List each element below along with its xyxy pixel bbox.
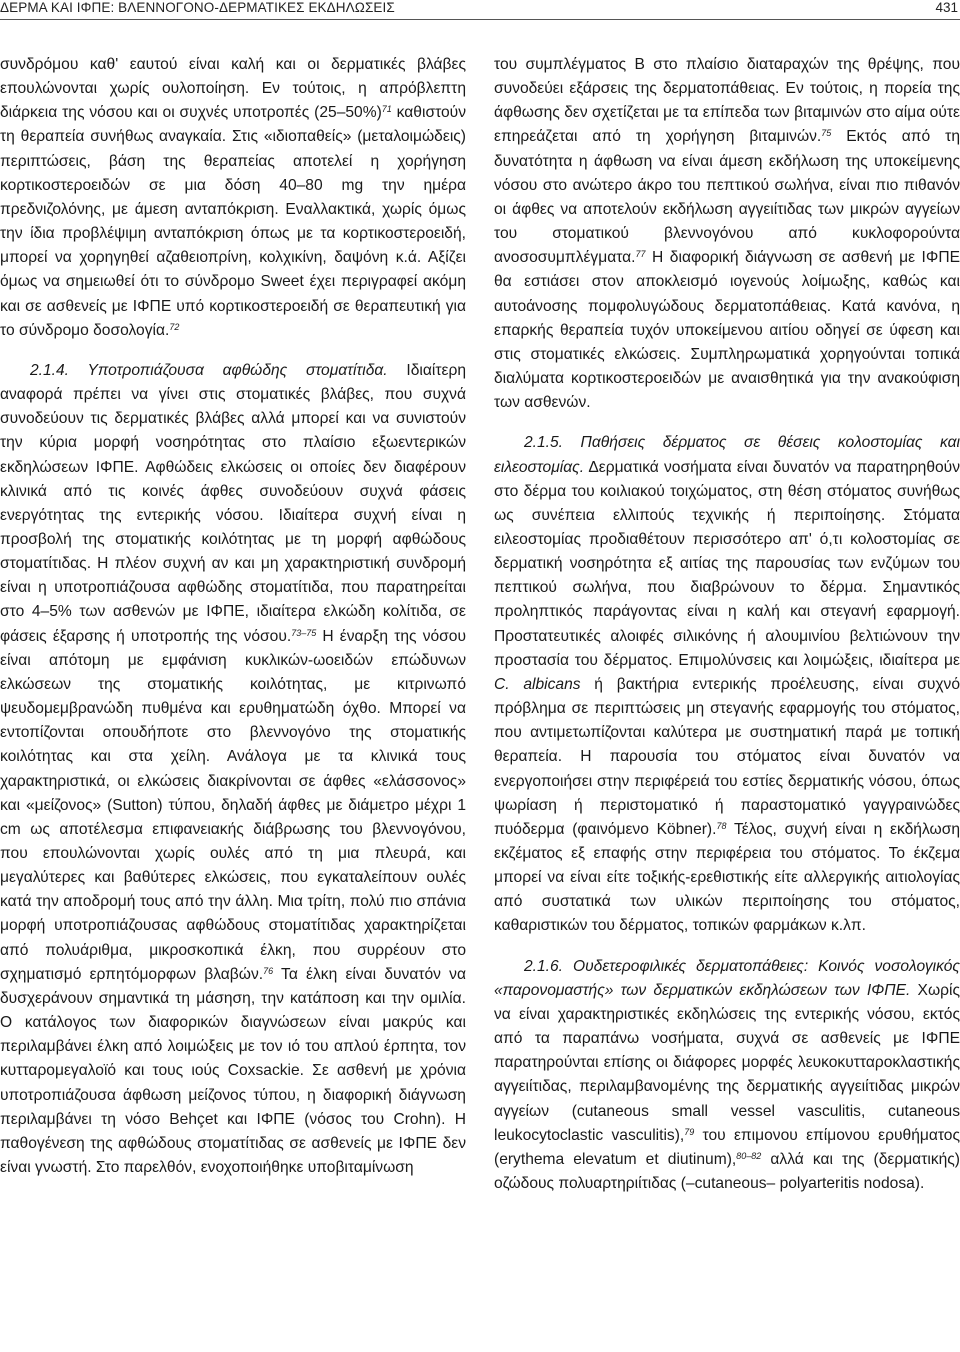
paragraph xyxy=(494,431,960,938)
text-run: Τέλος, συχνή είναι η εκδήλωση εκζέματος εξ επαφής στην περιφέρεια του στόματος. Το έκζεμα μπορεί να είναι είτε τοξικής-ερεθιστικής είτε αλλεργικής αιτιολογίας από συστατικά των υλικών περιποίησης του στόματος, καθαριστικών του δέρματος, τοπικών φαρμάκων κ.λπ. xyxy=(494,820,960,935)
text-run: Εκτός από τη δυνατότητα η άφθωση να είναι άμεση εκδήλωση της υποκείμενης νόσου στο ανώτερο άκρο του πεπτικού σωλήνα, είναι πιο πιθανόν οι άφθες να αποτελούν εκδήλωση αγγειίτιδας των μικρών αγγείων του στοματικού βλεννογόνου από κυκλοφορούντα ανοσοσυμπλέγματα. xyxy=(494,128,960,267)
text-run: Η διαφορική διάγνωση σε ασθενή με ΙΦΠΕ θα εστιάσει στον αποκλεισμό ιογενούς λοίμωξης, καθώς και αυτοάνοσης πομφολυγώδους δερματοπάθειας. Κατά κανόνα, η επαρκής θεραπεία τυχόν υποκείμενου αιτίου οδηγεί σε ύφεση και στις στοματικές ελκώσεις. Συμπληρωματικά χορηγούνται τοπικά διαλύματα κορτικοστεροειδών με αναισθητικά για την ανακούφιση των ασθενών. xyxy=(494,249,960,412)
left-column xyxy=(0,53,466,1180)
citation-ref: 80–82 xyxy=(736,1150,762,1161)
citation-ref: 72 xyxy=(169,321,180,332)
paragraph xyxy=(494,955,960,1197)
text-run: ή βακτήρια εντερικής προέλευσης, είναι συχνό πρόβλημα σε περιπτώσεις μη στεγανής εφαρμογής του στόματος, που αντιμετωπίζονται καλύτερα με συστηματική παρά με τοπική θεραπεία. Η παρουσία του στόματος είναι δυνατόν να ενεργοποιήσει στην περιφέρειά του εστίες δερματικής νόσου, όπως ψωρίαση ή περιστοματικό ή παραστοματικό γαγγραινώδες πυόδερμα (φαινόμενο Köbner). xyxy=(494,675,960,838)
text-run: του επιμονου επίμονου ερυθήματος (erythema elevatum et diutinum), xyxy=(494,1126,960,1168)
header-rule xyxy=(0,19,960,20)
right-column xyxy=(494,53,960,1196)
citation-ref: 71 xyxy=(381,104,392,115)
citation-ref: 73–75 xyxy=(291,627,317,638)
journal-section-title: ΔΕΡΜΑ ΚΑΙ ΙΦΠΕ: ΒΛΕΝΝΟΓΟΝΟ-ΔΕΡΜΑΤΙΚΕΣ ΕΚΔΗΛΩΣΕΙΣ xyxy=(0,0,395,15)
running-header xyxy=(0,0,960,16)
text-run: του συμπλέγματος B στο πλαίσιο διαταραχών της θρέψης, που συνοδεύει εξάρσεις της δερματοπάθειας. Εν τούτοις, η πορεία της άφθωσης δεν σχετίζεται με τα επίπεδα των βιταμινών στο αίμα ούτε επηρεάζεται από τη χορήγηση βιταμινών. xyxy=(494,56,960,146)
citation-ref: 77 xyxy=(635,249,646,260)
section-heading: 2.1.5. Παθήσεις δέρματος σε θέσεις κολοστομίας και ειλεοστομίας. xyxy=(494,434,960,476)
section-heading: 2.1.4. Υποτροπιάζουσα αφθώδης στοματίτιδα. xyxy=(30,361,388,379)
section-heading: 2.1.6. Ουδετεροφιλικές δερματοπάθειες: Κοινός νοσολογικός «παρονομαστής» των δερματικών εκδηλώσεων των ΙΦΠΕ. xyxy=(494,957,960,999)
text-run: Η έναρξη της νόσου είναι απότομη με εμφάνιση κυκλικών-ωοειδών επώδυνων ελκώσεων της στοματικής κοιλότητας, με κιτρινωπό ψευδομεμβρανώδη πυθμένα και ερυθηματώδη όχθο. Μπορεί να εντοπίζονται οπουδήποτε στο βλεννογόνο της στοματικής κοιλότητας και στα χείλη. Ανάλογα με τα κλινικά τους χαρακτηριστικά, οι ελκώσεις διακρίνονται σε άφθες «ελάσσονος» και «μείζονος» (Sutton) τύπου, δηλαδή άφθες με διάμετρο μέχρι 1 cm ως αποτέλεσμα επιφανειακής διάβρωσης του βλεννογόνου, που επουλώνονται χωρίς ουλές από τη μια πλευρά, και μεγαλύτερες και βαθύτερες ελκώσεις, που εγκαταλείπουν ουλές κατά την αποδρομή τους από την άλλη. Μια τρίτη, πολύ πιο σπάνια μορφή υποτροπιάζουσας αφθώδους στοματίτιδας χαρακτηρίζεται από πολυάριθμα, μικροσκοπικά έλκη, που συρρέουν στο σχηματισμό ερπητόμορφων βλαβών. xyxy=(0,627,466,983)
citation-ref: 79 xyxy=(684,1126,695,1137)
text-run: Χωρίς να είναι χαρακτηριστικές εκδηλώσεις της εντερικής νόσου, εκτός από τα παραπάνω νοσήματα, συχνά σε ασθενείς με ΙΦΠΕ παρατηρούνται επίσης οι διάφορες μορφές λευκοκυτταροκλαστικής αγγειίτιδας, περιλαμβανομένης της δερματικής αγγειίτιδας μικρών αγγείων (cutaneous small vessel vasculitis, cutaneous leukocytoclastic vasculitis), xyxy=(494,981,960,1144)
citation-ref: 75 xyxy=(821,128,832,139)
text-run: αλλά και της (δερματικής) οζώδους πολυαρτηριίτιδας (–cutaneous– polyarteritis nodosa). xyxy=(494,1150,960,1193)
text-run: Τα έλκη είναι δυνατόν να δυσχεράνουν σημαντικά τη μάσηση, την κατάποση και την ομιλία. Ο κατάλογος των διαφορικών διαγνώσεων είναι μακρύς και περιλαμβάνει έλκη από λοιμώξεις με τον ιό του απλού έρπητα, τον κυτταρομεγαλοϊό και τους ιούς Coxsackie. Σε ασθενή με χρόνια υποτροπιάζουσα άφθωση μείζονος τύπου, η διαφορική διάγνωση περιλαμβάνει τη νόσο Behçet και ΙΦΠΕ (νόσος του Crohn). Η παθογένεση της αφθώδους στοματίτιδας σε ασθενείς με ΙΦΠΕ δεν είναι γνωστή. Στο παρελθόν, ενοχοποιήθηκε υποβιταμίνωση xyxy=(0,965,466,1177)
text-run: Δερματικά νοσήματα είναι δυνατόν να παρατηρηθούν στο δέρμα του κοιλιακού τοιχώματος, στη θέση στόματος συνήθως ως συνέπεια ελλιπούς τεχνικής ή περιποίησης. Στόματα ειλεοστομίας προδιαθέτουν περισσότερο απ' ό,τι κολοστομίας σε δερματική νοσηρότητα εξ αιτίας της παρουσίας των ενζύμων του πεπτικού σωλήνα, που διαβρώνουν το δέρμα. Σημαντικός προληπτικός παράγοντας είναι η καλή και στεγανή εφαρμογή. Προστατευτικές αλοιφές σιλικόνης ή αλουμινίου βελτιώνουν την προστασία του δέρματος. Επιμολύνσεις και λοιμώξεις, ιδιαίτερα με xyxy=(494,458,960,669)
citation-ref: 78 xyxy=(716,820,727,831)
text-run: συνδρόμου καθ' εαυτού είναι καλή και οι δερματικές βλάβες επουλώνονται χωρίς ουλοποίηση. Εν τούτοις, η απρόβλεπτη διάρκεια της νόσου και οι συχνές υποτροπές (25–50%) xyxy=(0,56,466,122)
paragraph xyxy=(0,53,466,343)
species-name: C. albicans xyxy=(494,675,581,693)
page-number: 431 xyxy=(935,0,958,15)
citation-ref: 76 xyxy=(263,965,274,976)
paragraph xyxy=(0,359,466,1180)
paragraph xyxy=(494,53,960,415)
text-run: Ιδιαίτερη αναφορά πρέπει να γίνει στις στοματικές βλάβες, που συχνά συνοδεύουν τις δερματικές βλάβες αλλά μπορεί και να συνιστούν την κύρια μορφή νοσηρότητας στο πλαίσιο εξωεντερικών εκδηλώσεων ΙΦΠΕ. Αφθώδεις ελκώσεις οι οποίες δεν διαφέρουν κλινικά από τις κοινές άφθες συνοδεύουν συχνά φάσεις ενεργότητας της εντερικής νόσου. Ιδιαίτερα συχνή είναι η προσβολή της στοματικής κοιλότητας με τη μορφή αφθώδους στοματίτιδας. Η πλέον συχνή αν και μη χαρακτηριστική συνδρομή είναι η υποτροπιάζουσα αφθώδης στοματίτιδα, που παρατηρείται στο 4–5% των ασθενών με ΙΦΠΕ, ιδιαίτερα ελκώδη κολίτιδα, σε φάσεις έξαρσης ή υποτροπής της νόσου. xyxy=(0,361,467,645)
text-run: καθιστούν τη θεραπεία συνήθως αναγκαία. Στις «ιδιοπαθείς» (μεταλοιμώδεις) περιπτώσεις, βάση της θεραπείας αποτελεί η χορήγηση κορτικοστεροειδών σε μια δόση 40–80 mg την ημέρα πρεδνιζολόνης, με άμεση ανταπόκριση. Εναλλακτικά, χωρίς όμως την ίδια προβλέψιμη ανταπόκριση όπως με τα κορτικοστεροειδή, μπορεί να χορηγηθεί αζαθειοπρίνη, κολχικίνη, δαψόνη κ.ά. Αξίζει όμως να σημειωθεί ότι το σύνδρομο Sweet έχει περιγραφεί ακόμη και σε ασθενείς με ΙΦΠΕ υπό κορτικοστεροειδή σε θεραπευτική για το σύνδρομο δοσολογία. xyxy=(0,104,467,339)
